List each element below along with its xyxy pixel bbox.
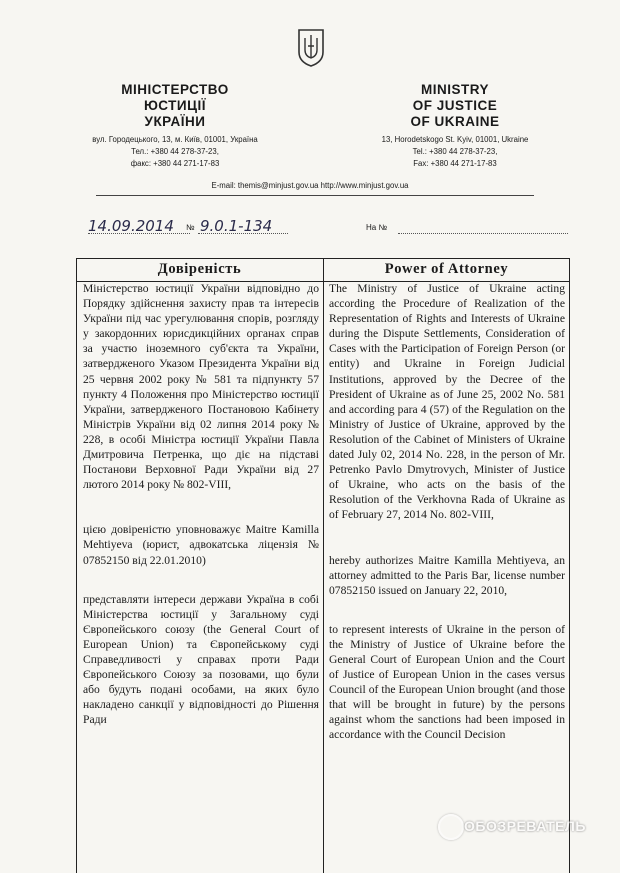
column-ua xyxy=(83,281,319,727)
reference-line xyxy=(88,217,568,239)
bilingual-table xyxy=(76,258,570,873)
org-name-en-line3: OF UKRAINE xyxy=(410,114,500,129)
email-line: E-mail: themis@minjust.gov.ua http://www.minjust.gov.ua xyxy=(211,181,409,190)
ua-paragraph-2: цією довіреністю уповноважує Maitre Kamilla Mehtiyeva (юрист, адвокатська ліцензія № 07852150 від 22.01.2010) xyxy=(83,523,319,567)
reply-to-label: На № xyxy=(366,223,388,232)
en-paragraph-2: hereby authorizes Maitre Kamilla Mehtiyeva, an attorney admitted to the Paris Bar, license number 07852150 issued on January 22, 2010, xyxy=(329,553,565,597)
header-divider xyxy=(96,195,534,196)
handwritten-number: 9.0.1-134 xyxy=(200,217,273,235)
column-en xyxy=(329,281,565,743)
number-sign: № xyxy=(186,223,195,232)
ua-paragraph-1: Міністерство юстиції України відповідно до Порядку здійснення захисту прав та інтересів України під час урегулювання спорів, розгляду у закордонних юрисдикційних органах справ за участю іноземного суб'єкта та України, затвердженого Указом Президента України від 25 червня 2002 року № 581 та підпункту 57 пункту 4 Положення про Міністерство юстиції України, затвердженого Постановою Кабінету Міністрів України від 02 липня 2014 року № 228, в особі Міністра юстиції України Павла Дмитровича Петренка, що діє на підставі Постанови Верховної Ради України від 27 лютого 2014 року № 802-VIII, xyxy=(83,282,319,492)
en-paragraph-3: to represent interests of Ukraine in the person of the Ministry of Justice of Ukraine before the General Court of European Union and the Court of Justice of European Union in the cases versus Council of the European Union brought (and those that will be brought in future) by the persons against whom the sanctions had been imposed in accordance with the Council Decision xyxy=(329,622,565,742)
org-name-ua-line2: ЮСТИЦІЇ xyxy=(144,98,206,113)
number-underline xyxy=(198,233,288,234)
org-name-en-line1: MINISTRY xyxy=(421,82,489,97)
watermark-logo xyxy=(436,808,606,846)
phone-en: Tel.: +380 44 278-37-23, xyxy=(412,147,498,156)
table-border-right xyxy=(569,259,570,873)
ua-paragraph-3: представляти інтереси держави Україна в собі Міністерства юстиції у Загальному суді Європейського союзу (the General Court of European Union) та Європейському суді Справедливості у справах проти Ради Європейського Союзу за позовами, що були або будуть подані особами, на яких було накладено санкції у відповідності до Рішення Ради xyxy=(83,592,319,727)
handwritten-date: 14.09.2014 xyxy=(88,217,174,235)
coat-of-arms-icon xyxy=(296,28,326,68)
phone-ua: Тел.: +380 44 278-37-23, xyxy=(131,147,219,156)
org-name-ua-line3: УКРАЇНИ xyxy=(144,114,206,129)
address-en: 13, Horodetskogo St. Kyiv, 01001, Ukraine xyxy=(381,135,529,144)
table-border-left xyxy=(76,259,77,873)
table-column-divider xyxy=(323,259,324,873)
header-en xyxy=(340,82,570,170)
table-header-en: Power of Attorney xyxy=(384,261,509,277)
watermark-circle-icon xyxy=(438,814,464,840)
fax-en: Fax: +380 44 271-17-83 xyxy=(413,159,497,168)
reply-to-underline xyxy=(398,233,568,234)
fax-ua: факс: +380 44 271-17-83 xyxy=(130,159,220,168)
address-ua: вул. Городецького, 13, м. Київ, 01001, Україна xyxy=(92,135,258,144)
watermark-text: ОБОЗРЕВАТЕЛЬ xyxy=(464,818,586,834)
date-underline xyxy=(88,233,190,234)
org-name-en-line2: OF JUSTICE xyxy=(412,98,498,113)
table-header-ua: Довіреність xyxy=(157,261,242,277)
header-ua xyxy=(60,82,290,170)
org-name-ua-line1: МІНІСТЕРСТВО xyxy=(121,82,229,97)
en-paragraph-1: The Ministry of Justice of Ukraine acting according the Procedure of Realization of the Representation of Rights and Interests of Ukraine during the Dispute Settlements, Consideration of Cases with the Participation of Foreign Person (or entity) and Ukraine in Foreign Judicial Institutions, approved by the Decree of the President of Ukraine as of June 25, 2002 No. 581 and according para 4 (57) of the Regulation on the Ministry of Justice of Ukraine, approved by the Resolution of the Cabinet of Ministers of Ukraine dated July 02, 2014 No. 228, in the person of Mr. Petrenko Pavlo Dmytrovych, Minister of Justice of Ukraine, who acts on the basis of the Resolution of the Verkhovna Rada of Ukraine as of February 27, 2014 No. 802-VIII, xyxy=(329,282,565,522)
